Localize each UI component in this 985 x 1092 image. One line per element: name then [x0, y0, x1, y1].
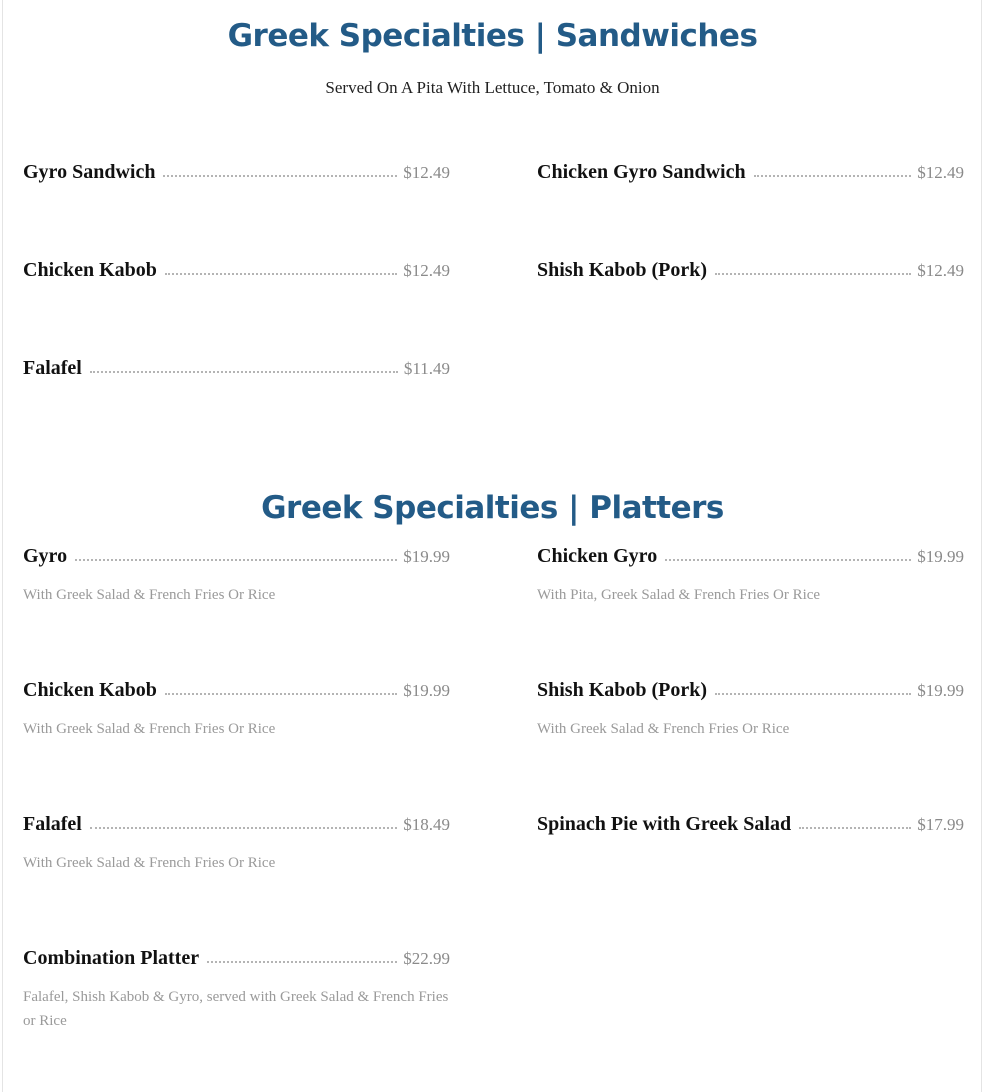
menu-item — [23, 161, 450, 191]
menu-item — [537, 259, 964, 289]
item-price: $11.49 — [403, 359, 450, 378]
leader-dots — [163, 174, 397, 177]
item-price: $19.99 — [403, 547, 450, 566]
leader-dots — [90, 826, 397, 829]
item-price: $12.49 — [917, 163, 964, 182]
leader-dots — [207, 960, 397, 963]
item-description: With Greek Salad & French Fries Or Rice — [23, 855, 276, 871]
item-name: Chicken Kabob — [23, 679, 157, 701]
item-price: $19.99 — [917, 681, 964, 700]
item-price: $19.99 — [403, 681, 450, 700]
item-name: Falafel — [23, 357, 82, 379]
menu-item — [537, 679, 964, 741]
item-name: Spinach Pie with Greek Salad — [537, 813, 792, 835]
menu-item — [23, 947, 450, 1033]
item-description: With Greek Salad & French Fries Or Rice — [537, 721, 790, 737]
item-price: $12.49 — [403, 163, 450, 182]
item-price: $12.49 — [403, 261, 450, 280]
item-name: Gyro Sandwich — [23, 161, 156, 183]
item-description: Falafel, Shish Kabob & Gyro, served with Greek Salad & French Fries or Rice — [23, 989, 449, 1029]
sandwiches-subtitle: Served On A Pita With Lettuce, Tomato & Onion — [325, 78, 660, 97]
item-description: With Pita, Greek Salad & French Fries Or Rice — [537, 587, 821, 603]
leader-dots — [715, 272, 911, 275]
menu-item — [23, 545, 450, 607]
leader-dots — [165, 272, 397, 275]
item-price: $12.49 — [917, 261, 964, 280]
item-name: Combination Platter — [23, 947, 200, 969]
leader-dots — [715, 692, 911, 695]
item-name: Gyro — [23, 545, 68, 567]
item-name: Chicken Gyro Sandwich — [537, 161, 746, 183]
menu-item — [23, 813, 450, 875]
leader-dots — [665, 558, 911, 561]
item-name: Shish Kabob (Pork) — [537, 259, 708, 281]
item-price: $18.49 — [403, 815, 450, 834]
menu-item — [537, 813, 964, 843]
menu-item — [23, 259, 450, 289]
leader-dots — [165, 692, 397, 695]
item-name: Chicken Gyro — [537, 545, 658, 567]
platters-title: Greek Specialties | Platters — [261, 490, 724, 526]
menu-item — [23, 357, 450, 387]
item-price: $19.99 — [917, 547, 964, 566]
item-name: Falafel — [23, 813, 82, 835]
item-name: Shish Kabob (Pork) — [537, 679, 708, 701]
item-price: $17.99 — [917, 815, 964, 834]
menu-item — [23, 679, 450, 741]
leader-dots — [754, 174, 912, 177]
menu-item — [537, 161, 964, 191]
item-price: $22.99 — [403, 949, 450, 968]
item-description: With Greek Salad & French Fries Or Rice — [23, 721, 276, 737]
leader-dots — [90, 370, 398, 373]
item-description: With Greek Salad & French Fries Or Rice — [23, 587, 276, 603]
menu-item — [537, 545, 964, 607]
sandwiches-title: Greek Specialties | Sandwiches — [227, 18, 758, 54]
item-name: Chicken Kabob — [23, 259, 157, 281]
leader-dots — [75, 558, 397, 561]
leader-dots — [799, 826, 911, 829]
